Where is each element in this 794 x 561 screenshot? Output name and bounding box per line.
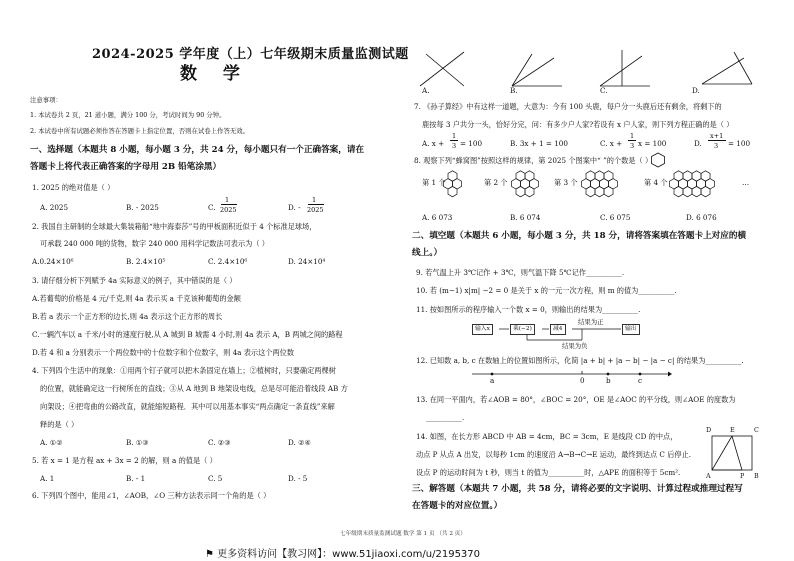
q7-d-bar — [708, 140, 726, 141]
q3-option-d: D.若 4 和 a 分别表示一个两位数中的十位数字和个位数字，则 4a 表示这个两位数 — [32, 348, 295, 357]
section2-heading2: 线上。） — [412, 248, 443, 258]
q1-c-frac-bar — [221, 204, 237, 205]
q12-label-0: 0 — [580, 376, 585, 385]
section2-heading: 二、填空题（本题共 6 小题，每小题 3 分，共 18 分，请将答案填在答题卡上对应的横 — [412, 231, 747, 241]
q7-c-bar — [628, 140, 636, 141]
honeycomb-cell — [516, 186, 525, 196]
q8-label-4: 第 4 个 — [644, 178, 668, 187]
q13-blank: __________. — [426, 413, 465, 422]
q4-option-c: C. ②③ — [208, 438, 231, 447]
q12-label-a: a — [490, 376, 495, 385]
q4-line-4: 释的是（ ） — [40, 420, 79, 429]
q1-option-d: D. - — [288, 203, 301, 212]
q12-label-b: b — [606, 376, 611, 385]
q7-option-c: C. x + — [600, 139, 623, 148]
q7-option-a: A. x + — [422, 139, 445, 148]
q5-stem: 5. 若 x = 1 是方程 ax + 3x = 2 的解，则 a 的值是（ ） — [32, 456, 217, 465]
q14-label-c: C — [754, 426, 759, 434]
q11-stem: 11. 按如图所示的程序输入一个数 x = 0，则输出的结果为__________. — [416, 305, 641, 314]
honeycomb-cell — [604, 186, 613, 196]
q14-label-e: E — [730, 426, 735, 434]
q8-option-c: C. 6 075 — [600, 213, 631, 222]
subject-title: 数 学 — [180, 64, 250, 84]
q7-option-c-rhs: x = 100 — [638, 139, 667, 148]
q14-line-1: 14. 如图，在长方形 ABCD 中 AB = 4cm，BC = 3cm，E 是线段 CD 的中点， — [416, 432, 678, 441]
q2-option-a: A.0.24×10⁶ — [32, 257, 74, 266]
q7-a-bar — [450, 140, 458, 141]
q6-option-d: D. — [692, 86, 700, 95]
q7-option-d-rhs: = 100 — [728, 139, 751, 148]
q6-stem: 6. 下列四个图中，能用∠1，∠AOB，∠O 三种方法表示同一个角的是（ ） — [32, 491, 271, 500]
q3-option-a: A.若葡萄的价格是 4 元/千克,则 4a 表示买 a 千克该种葡萄的金额 — [32, 294, 241, 303]
flow-negative-label: 结果为负 — [562, 342, 588, 350]
q8-option-b: B. 6 074 — [510, 213, 541, 222]
q5-option-c: C. 5 — [208, 474, 223, 483]
q14-line-2: 动点 P 从点 A 出发，以每秒 1cm 的速度沿 A→B→C→E 运动，最终到达点 C 后停止. — [416, 450, 692, 459]
section1-heading2: 答题卡上将代表正确答案的字母用 2B 铅笔涂黑） — [30, 162, 222, 172]
flow-multiply-box: 乘(−2) — [510, 324, 535, 335]
q3-option-c: C.一辆汽车以 a 千米/小时的速度行驶,从 A 城到 B 城需 4 小时,则 4a 表示 A，B 两城之间的路程 — [32, 330, 343, 339]
q14-label-p: P — [740, 472, 745, 480]
flow-subtract-box: 减4 — [550, 324, 566, 335]
q14-label-a: A — [706, 472, 711, 480]
page-info: 七年级期末质量监测试题 数学 第 1 页 （共 2 页） — [340, 531, 466, 537]
q7-a-den: 3 — [452, 142, 457, 150]
q1-option-c: C. — [208, 203, 216, 212]
q1-c-frac-den: 2025 — [220, 206, 237, 214]
footer-link-text: 更多资料访问【教习网】：www.51jiaoxi.com/u/2195370 — [217, 549, 481, 560]
q1-option-b: B. - 2025 — [126, 203, 159, 212]
section3-heading: 三、解答题（本题共 7 小题，共 58 分，请将必要的文字说明、计算过程或推理过程写 — [412, 484, 743, 494]
notes-heading: 注意事项： — [30, 96, 62, 104]
q2-option-b: B. 2.4×10⁵ — [126, 257, 166, 266]
q1-stem: 1. 2025 的绝对值是（ ） — [32, 183, 115, 192]
q8-stem: 8. 观察下列“蜂窝图”按照这样的规律，第 2025 个图案中“ ”的个数是（ ） — [414, 156, 653, 165]
q4-option-b: B. ①③ — [126, 438, 149, 447]
q7-option-a-rhs: = 100 — [460, 139, 483, 148]
q8-option-a: A. 6 073 — [422, 213, 453, 222]
q13-stem: 13. 在同一平面内，若∠AOB = 80°，∠BOC = 20°，OE 是∠AOC 的平分线，则∠AOE 的度数为 — [416, 395, 736, 404]
note-1: 1. 本试卷共 2 页，21 道小题，满分 100 分，考试时间为 90 分钟。 — [30, 111, 226, 119]
honeycomb-cell — [674, 186, 683, 196]
section3-heading2: 在答题卡的对应位置。） — [412, 501, 503, 511]
q7-stem: 7. 《孙子算经》中有这样一道题，大意为：今有 100 头鹿，每户分一头鹿后还有剩余，将剩下的 — [414, 102, 722, 111]
q1-c-frac-num: 1 — [225, 196, 230, 204]
q1-d-frac-den: 2025 — [307, 206, 324, 214]
q7-d-den: 3 — [714, 142, 719, 150]
honeycomb-cell — [683, 186, 692, 196]
q8-ellipsis: … — [742, 178, 750, 187]
q7-option-b: B. 3x + 1 = 100 — [510, 139, 568, 148]
q1-d-frac-bar — [308, 204, 324, 205]
q2-option-c: C. 2.4×10⁶ — [208, 257, 248, 266]
q10-stem: 10. 若 (m−1) x|m| −2 = 0 是关于 x 的一元一次方程，则 m 的值为__________. — [416, 286, 677, 295]
q9-stem: 9. 若气温上升 3℃记作 + 3℃，则气温下降 5℃记作__________. — [416, 268, 625, 277]
section1-heading: 一、选择题（本题共 8 小题，每小题 3 分，共 24 分，每小题只有一个正确答案，请在 — [30, 145, 365, 155]
q8-label-1: 第 1 个 — [422, 178, 446, 187]
q4-line-3: 向架设；④把弯曲的公路改直，就能缩短路程．其中可以用基本事实“两点确定一条直线”来解 — [40, 402, 335, 411]
honeycomb-cell — [692, 186, 701, 196]
q4-option-a: A. ①② — [40, 438, 63, 447]
q14-label-b: B — [754, 472, 759, 480]
honeycomb-cell — [525, 186, 534, 196]
q6-angle-figures — [412, 44, 772, 96]
q14-rectangle-figure — [708, 432, 758, 476]
honeycomb-cell — [595, 186, 604, 196]
honeycomb-cell — [586, 186, 595, 196]
q3-stem: 3. 请仔细分析下列赋予 4a 实际意义的例子，其中错误的是（ ） — [32, 276, 237, 285]
q5-option-a: A. 1 — [40, 474, 55, 483]
flow-output-box: 输出 — [622, 324, 640, 335]
note-2: 2. 本试卷中所有试题必须作答在答题卡上指定位置，否则在试卷上作答无效。 — [30, 127, 250, 135]
q12-label-c: c — [638, 376, 643, 385]
q8-label-2: 第 2 个 — [484, 178, 508, 187]
q5-option-d: D. - 5 — [288, 474, 308, 483]
q7-a-num: 1 — [452, 132, 457, 140]
footer-link[interactable] — [205, 545, 480, 560]
q7-c-num: 1 — [630, 132, 635, 140]
q7-option-d: D. — [694, 139, 702, 148]
flow-input-box: 输入x — [472, 324, 493, 335]
q14-label-d: D — [706, 426, 712, 434]
q8-honeycomb-figures — [412, 166, 772, 214]
flow-arrows — [412, 320, 772, 350]
q4-line-2: 的位置，就能确定这一行树所在的直线；③从 A 地到 B 地架设电线，总是尽可能沿着线段 AB 方 — [40, 384, 348, 393]
q5-option-b: B. - 1 — [126, 474, 146, 483]
q2-stem2: 可承载 240 000 吨的货物，数字 240 000 用科学记数法可表示为（ ） — [40, 239, 269, 248]
q8-option-d: D. 6 076 — [686, 213, 717, 222]
q4-line-1: 4. 下列四个生活中的现象：①用两个钉子就可以把木条固定在墙上；②植树时，只要确定两棵树 — [32, 366, 336, 375]
flag-icon: ⚑ — [205, 549, 218, 560]
q6-option-b: B. — [510, 86, 518, 95]
q1-d-frac-num: 1 — [312, 196, 317, 204]
q14-line-3: 设点 P 的运动时间为 t 秒，则当 t 的值为__________时，△APE 的面积等于 5cm². — [416, 468, 681, 477]
honeycomb-cell — [701, 186, 710, 196]
q12-stem: 12. 已知数 a, b, c 在数轴上的位置如图所示，化简 |a + b| + |a − b| − |a − c| 的结果为__________. — [416, 356, 744, 365]
q6-option-a: A. — [422, 86, 430, 95]
q3-option-b: B.若 a 表示一个正方形的边长,则 4a 表示这个正方形的周长 — [32, 312, 223, 321]
q2-option-d: D. 24×10⁴ — [288, 257, 326, 266]
q4-option-d: D. ②④ — [288, 438, 311, 447]
honeycomb-cell — [448, 186, 457, 196]
q2-stem: 2. 我国自主研制的全球最大集装箱船“地中海泰莎”号的甲板面积近似于 4 个标准足球场， — [32, 222, 317, 231]
q7-stem2: 鹿按每 3 户共分一头，恰好分完，问：有多少户人家?若设有 x 户人家，则下列方程正确的是（ ） — [422, 120, 734, 129]
q1-option-a: A. 2025 — [40, 203, 69, 212]
exam-title: 2024-2025 学年度（上）七年级期末质量监测试题 — [92, 47, 409, 62]
q7-c-den: 3 — [630, 142, 635, 150]
q8-label-3: 第 3 个 — [554, 178, 578, 187]
q7-d-num: x+1 — [710, 132, 724, 140]
flow-positive-label: 结果为正 — [578, 318, 604, 326]
q6-option-c: C. — [600, 86, 608, 95]
